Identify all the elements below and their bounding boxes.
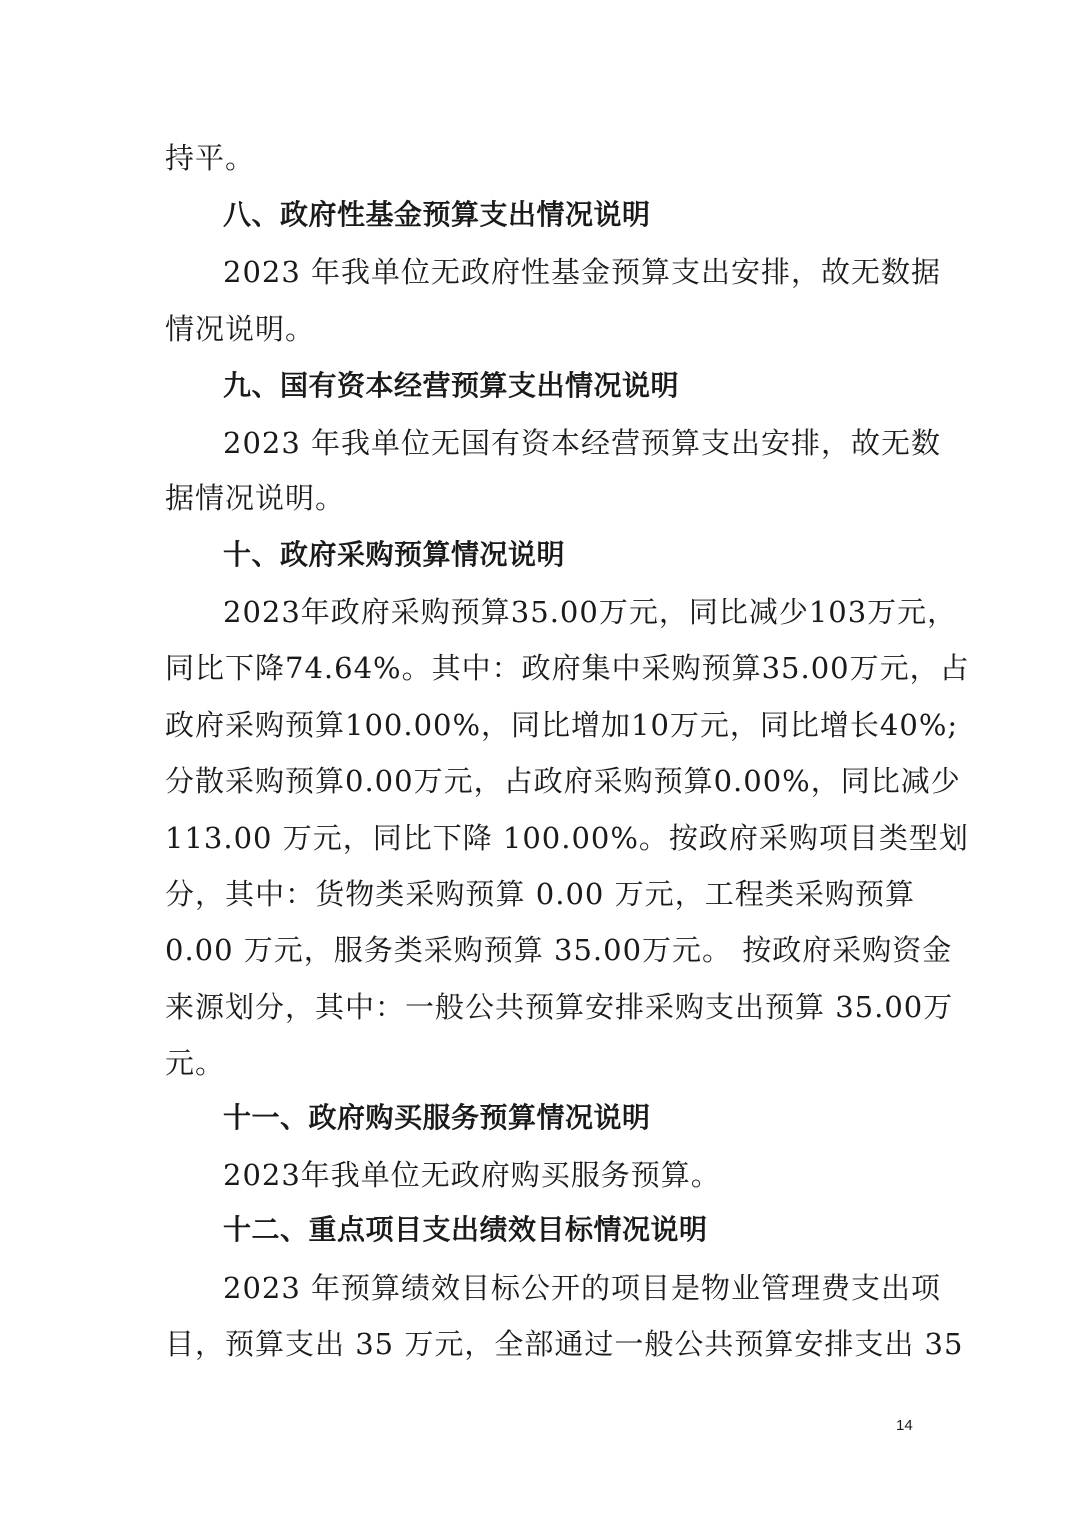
body-line: 情况说明。 — [165, 312, 316, 346]
section-heading-11: 十一、政府购买服务预算情况说明 — [223, 1101, 651, 1134]
body-line: 113.00 万元，同比下降 100.00%。按政府采购项目类型划 — [165, 821, 969, 855]
body-line: 目，预算支出 35 万元，全部通过一般公共预算安排支出 35 — [165, 1327, 964, 1361]
section-heading-8: 八、政府性基金预算支出情况说明 — [223, 198, 651, 231]
body-line: 持平。 — [165, 141, 256, 175]
body-line: 分，其中：货物类采购预算 0.00 万元，工程类采购预算 — [165, 877, 915, 911]
page-number: 14 — [896, 1417, 913, 1434]
body-line: 据情况说明。 — [165, 481, 346, 515]
body-line: 0.00 万元，服务类采购预算 35.00万元。 按政府采购资金 — [165, 933, 953, 967]
body-line: 元。 — [165, 1046, 226, 1080]
section-heading-9: 九、国有资本经营预算支出情况说明 — [223, 369, 680, 402]
body-line: 2023年政府采购预算35.00万元，同比减少103万元， — [223, 595, 958, 629]
body-line: 2023年我单位无政府购买服务预算。 — [223, 1158, 721, 1192]
body-line: 政府采购预算100.00%，同比增加10万元，同比增长40%; — [165, 708, 959, 742]
section-heading-12: 十二、重点项目支出绩效目标情况说明 — [223, 1213, 708, 1246]
body-line: 分散采购预算0.00万元，占政府采购预算0.00%，同比减少 — [165, 764, 961, 798]
body-line: 来源划分，其中：一般公共预算安排采购支出预算 35.00万 — [165, 990, 954, 1024]
body-line: 2023 年我单位无国有资本经营预算支出安排，故无数 — [223, 426, 942, 460]
body-line: 同比下降74.64%。其中：政府集中采购预算35.00万元，占 — [165, 651, 970, 685]
body-line: 2023 年预算绩效目标公开的项目是物业管理费支出项 — [223, 1271, 942, 1305]
body-line: 2023 年我单位无政府性基金预算支出安排，故无数据 — [223, 255, 942, 289]
section-heading-10: 十、政府采购预算情况说明 — [223, 538, 566, 571]
